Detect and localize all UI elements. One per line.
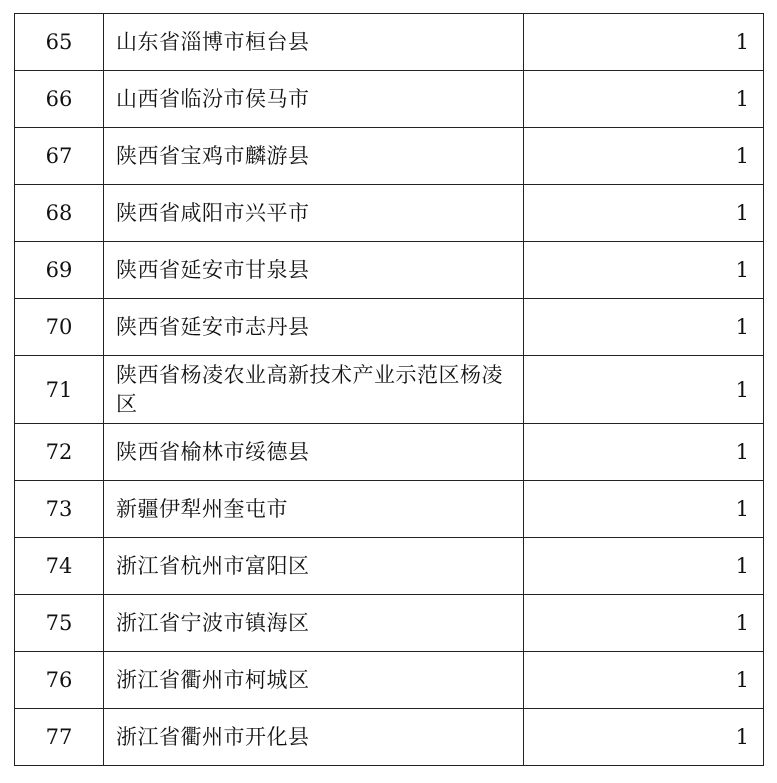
region-count: 1: [524, 14, 764, 71]
region-count: 1: [524, 128, 764, 185]
region-name: 陕西省杨凌农业高新技术产业示范区杨凌区: [104, 356, 524, 424]
region-count: 1: [524, 709, 764, 766]
table-row: [15, 652, 764, 709]
row-number: 69: [15, 242, 104, 299]
region-name: 陕西省咸阳市兴平市: [104, 185, 524, 242]
row-number: 66: [15, 71, 104, 128]
region-name: 浙江省衢州市柯城区: [104, 652, 524, 709]
region-name: 浙江省宁波市镇海区: [104, 595, 524, 652]
region-count: 1: [524, 424, 764, 481]
table-body: [15, 14, 764, 766]
table-row: [15, 424, 764, 481]
region-name: 陕西省宝鸡市麟游县: [104, 128, 524, 185]
row-number: 70: [15, 299, 104, 356]
region-name: 浙江省杭州市富阳区: [104, 538, 524, 595]
table-row: [15, 595, 764, 652]
table-row: [15, 128, 764, 185]
region-name: 新疆伊犁州奎屯市: [104, 481, 524, 538]
table-row: [15, 14, 764, 71]
row-number: 74: [15, 538, 104, 595]
region-count: 1: [524, 299, 764, 356]
table-row: [15, 185, 764, 242]
region-name: 陕西省延安市志丹县: [104, 299, 524, 356]
region-count: 1: [524, 481, 764, 538]
table-row: [15, 356, 764, 424]
row-number: 68: [15, 185, 104, 242]
table-row: [15, 299, 764, 356]
region-name: 陕西省延安市甘泉县: [104, 242, 524, 299]
region-count: 1: [524, 71, 764, 128]
row-number: 77: [15, 709, 104, 766]
row-number: 72: [15, 424, 104, 481]
table-row: [15, 242, 764, 299]
region-name: 陕西省榆林市绥德县: [104, 424, 524, 481]
row-number: 75: [15, 595, 104, 652]
region-name: 山西省临汾市侯马市: [104, 71, 524, 128]
region-count: 1: [524, 356, 764, 424]
region-count: 1: [524, 242, 764, 299]
region-name: 山东省淄博市桓台县: [104, 14, 524, 71]
table-row: [15, 71, 764, 128]
region-count: 1: [524, 652, 764, 709]
row-number: 65: [15, 14, 104, 71]
region-table: [14, 13, 764, 766]
row-number: 71: [15, 356, 104, 424]
table-row: [15, 709, 764, 766]
row-number: 67: [15, 128, 104, 185]
row-number: 76: [15, 652, 104, 709]
region-count: 1: [524, 185, 764, 242]
region-count: 1: [524, 595, 764, 652]
row-number: 73: [15, 481, 104, 538]
region-name: 浙江省衢州市开化县: [104, 709, 524, 766]
table-row: [15, 538, 764, 595]
table-row: [15, 481, 764, 538]
region-count: 1: [524, 538, 764, 595]
